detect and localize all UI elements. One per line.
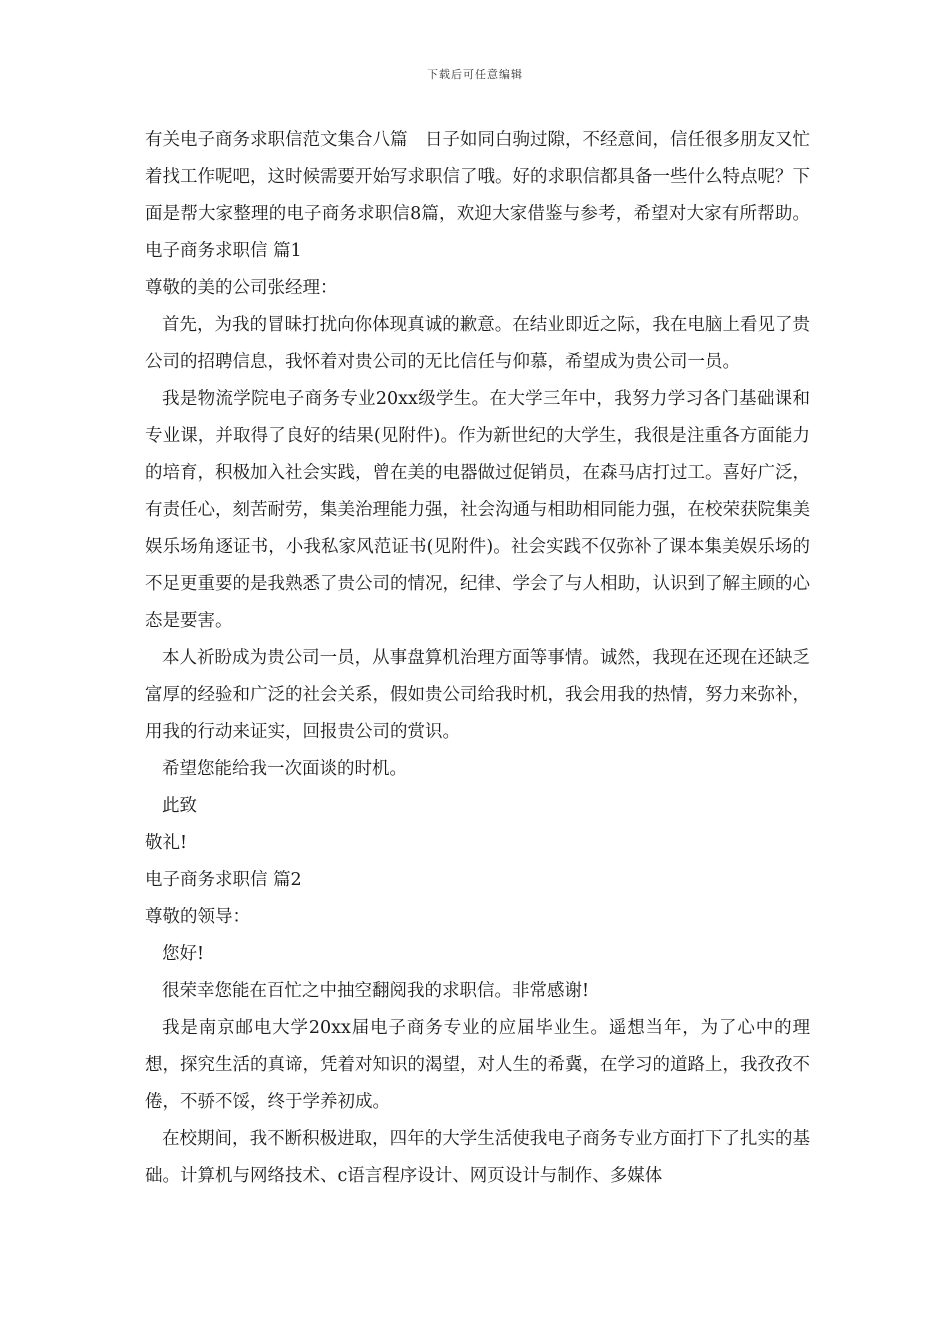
closing-line: 敬礼! (145, 833, 188, 853)
paragraph: 本人祈盼成为贵公司一员，从事盘算机治理方面等事情。诚然，我现在还现在还缺乏富厚的经验和广泛的社会关系，假如贵公司给我时机，我会用我的热情，努力来弥补，用我的行动来证实，回报贵公司的赏识。 (145, 648, 810, 742)
greeting: 您好! (162, 944, 205, 964)
paragraph: 很荣幸您能在百忙之中抽空翻阅我的求职信。非常感谢! (162, 981, 590, 1001)
header-note: 下载后可任意编辑 (427, 68, 523, 81)
paragraph: 希望您能给我一次面谈的时机。 (162, 759, 407, 779)
paragraph: 在校期间，我不断积极进取，四年的大学生活使我电子商务专业方面打下了扎实的基础。计算机与网络技术、c语言程序设计、网页设计与制作、多媒体 (145, 1129, 810, 1186)
paragraph: 首先，为我的冒昧打扰向你体现真诚的歉意。在结业即近之际，我在电脑上看见了贵公司的招聘信息，我怀着对贵公司的无比信任与仰慕，希望成为贵公司一员。 (145, 315, 810, 372)
section-heading: 电子商务求职信 篇2 (145, 870, 302, 890)
paragraph: 我是南京邮电大学20xx届电子商务专业的应届毕业生。遥想当年，为了心中的理想，探究生活的真谛，凭着对知识的渴望，对人生的希冀，在学习的道路上，我孜孜不倦，不骄不馁，终于学养初成。 (145, 1018, 810, 1112)
salutation: 尊敬的领导： (145, 907, 250, 927)
document-body (145, 122, 810, 1195)
closing-line: 此致 (162, 796, 197, 816)
paragraph-intro: 有关电子商务求职信范文集合八篇 日子如同白驹过隙，不经意间，信任很多朋友又忙着找工作呢吧，这时候需要开始写求职信了哦。好的求职信都具备一些什么特点呢？下面是帮大家整理的电子商务求职信8篇，欢迎大家借鉴与参考，希望对大家有所帮助。电子商务求职信 篇1 (145, 130, 810, 261)
paragraph: 我是物流学院电子商务专业20xx级学生。在大学三年中，我努力学习各门基础课和专业课，并取得了良好的结果(见附件)。作为新世纪的大学生，我很是注重各方面能力的培育，积极加入社会实践，曾在美的电器做过促销员，在森马店打过工。喜好广泛，有责任心，刻苦耐劳，集美治理能力强，社会沟通与相助相同能力强，在校荣获院集美娱乐场角逐证书，小我私家风范证书(见附件)。社会实践不仅弥补了课本集美娱乐场的不足更重要的是我熟悉了贵公司的情况，纪律、学会了与人相助，认识到了解主顾的心态是要害。 (145, 389, 810, 631)
salutation: 尊敬的美的公司张经理： (145, 278, 338, 298)
